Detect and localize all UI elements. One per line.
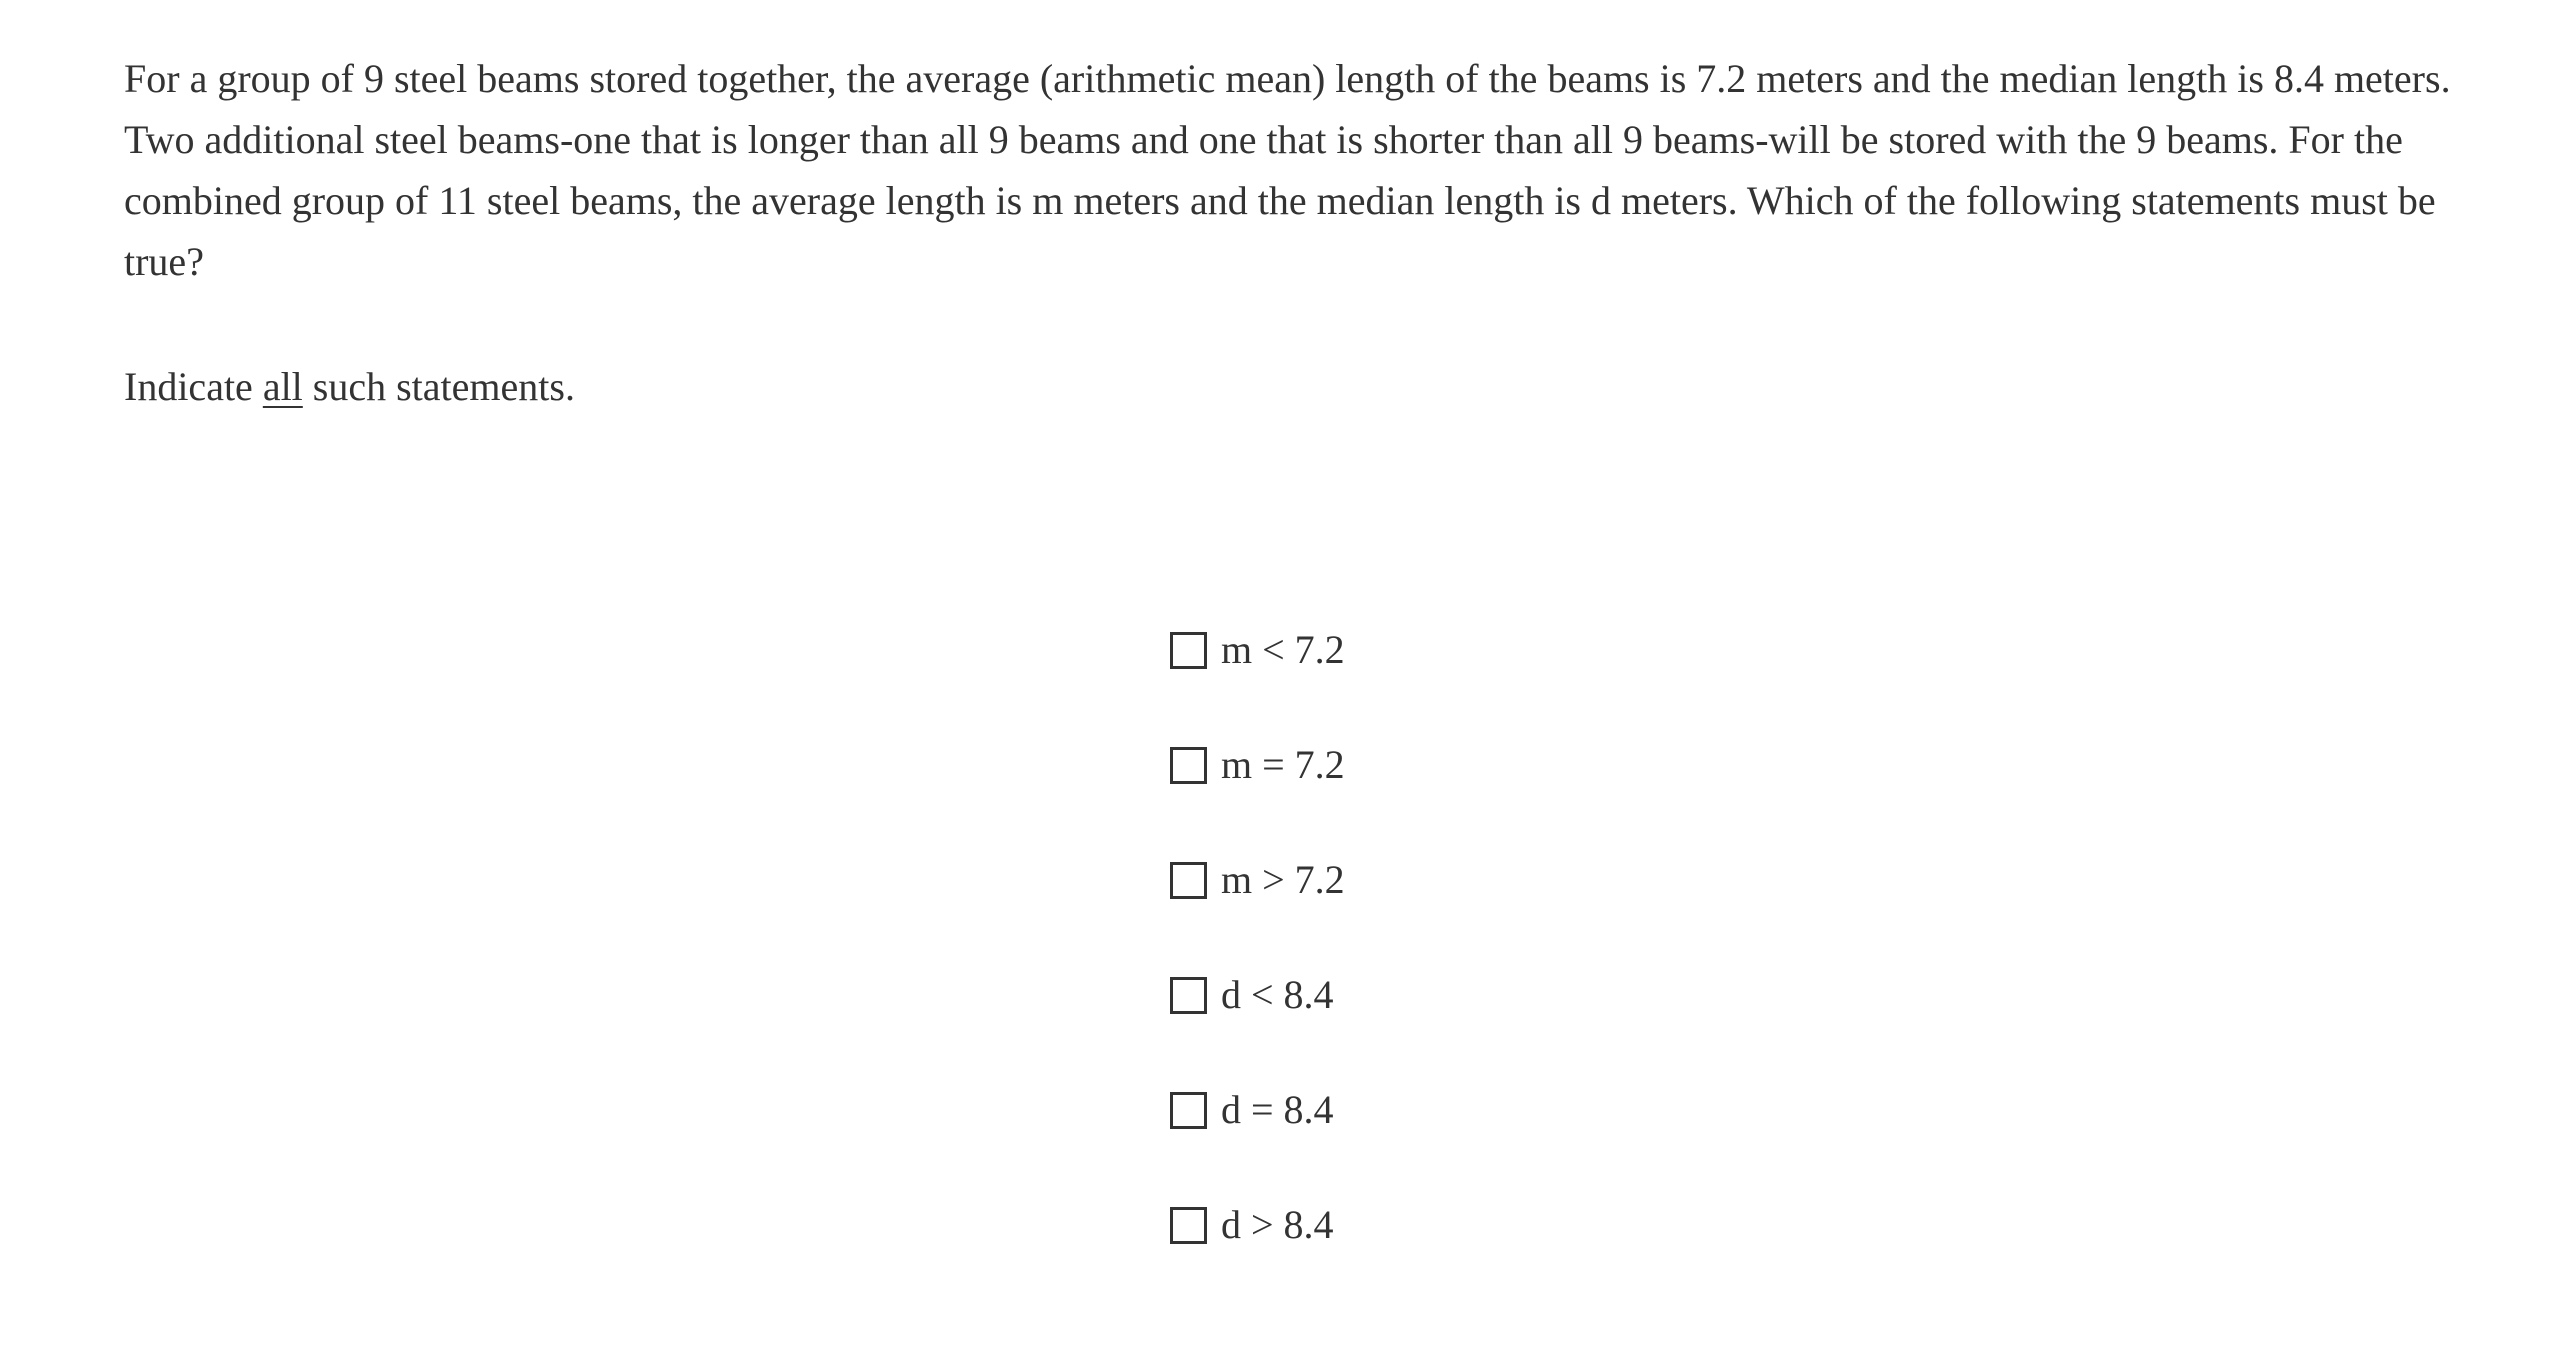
- choice-label: d < 8.4: [1221, 972, 1334, 1017]
- choice-label: m = 7.2: [1221, 742, 1345, 787]
- choice-label: d = 8.4: [1221, 1087, 1334, 1132]
- checkbox[interactable]: [1170, 1092, 1207, 1129]
- instruction-text: [124, 356, 575, 417]
- answer-choice-6[interactable]: [1170, 1195, 1345, 1255]
- choice-label: m < 7.2: [1221, 627, 1345, 672]
- checkbox[interactable]: [1170, 747, 1207, 784]
- instruction-prefix: Indicate: [124, 364, 263, 409]
- answer-choice-5[interactable]: [1170, 1080, 1345, 1140]
- choice-label: m > 7.2: [1221, 857, 1345, 902]
- answer-choice-2[interactable]: [1170, 735, 1345, 795]
- instruction-suffix: such statements.: [302, 364, 575, 409]
- instruction-emphasis: all: [262, 364, 303, 409]
- choice-label: d > 8.4: [1221, 1202, 1334, 1247]
- answer-choices: [1170, 620, 1345, 1310]
- answer-choice-3[interactable]: [1170, 850, 1345, 910]
- checkbox[interactable]: [1170, 1207, 1207, 1244]
- checkbox[interactable]: [1170, 977, 1207, 1014]
- checkbox[interactable]: [1170, 632, 1207, 669]
- question-stem: For a group of 9 steel beams stored together, the average (arithmetic mean) length of the beams is 7.2 meters and the median length is 8.4 meters. Two additional steel beams-one that is longer than all 9 beams and one that is shorter than all 9 beams-will be stored with the 9 beams. For the combined group of 11 steel beams, the average length is m meters and the median length is d meters. Which of the following statements must be true?: [124, 56, 2451, 284]
- checkbox[interactable]: [1170, 862, 1207, 899]
- answer-choice-1[interactable]: [1170, 620, 1345, 680]
- answer-choice-4[interactable]: [1170, 965, 1345, 1025]
